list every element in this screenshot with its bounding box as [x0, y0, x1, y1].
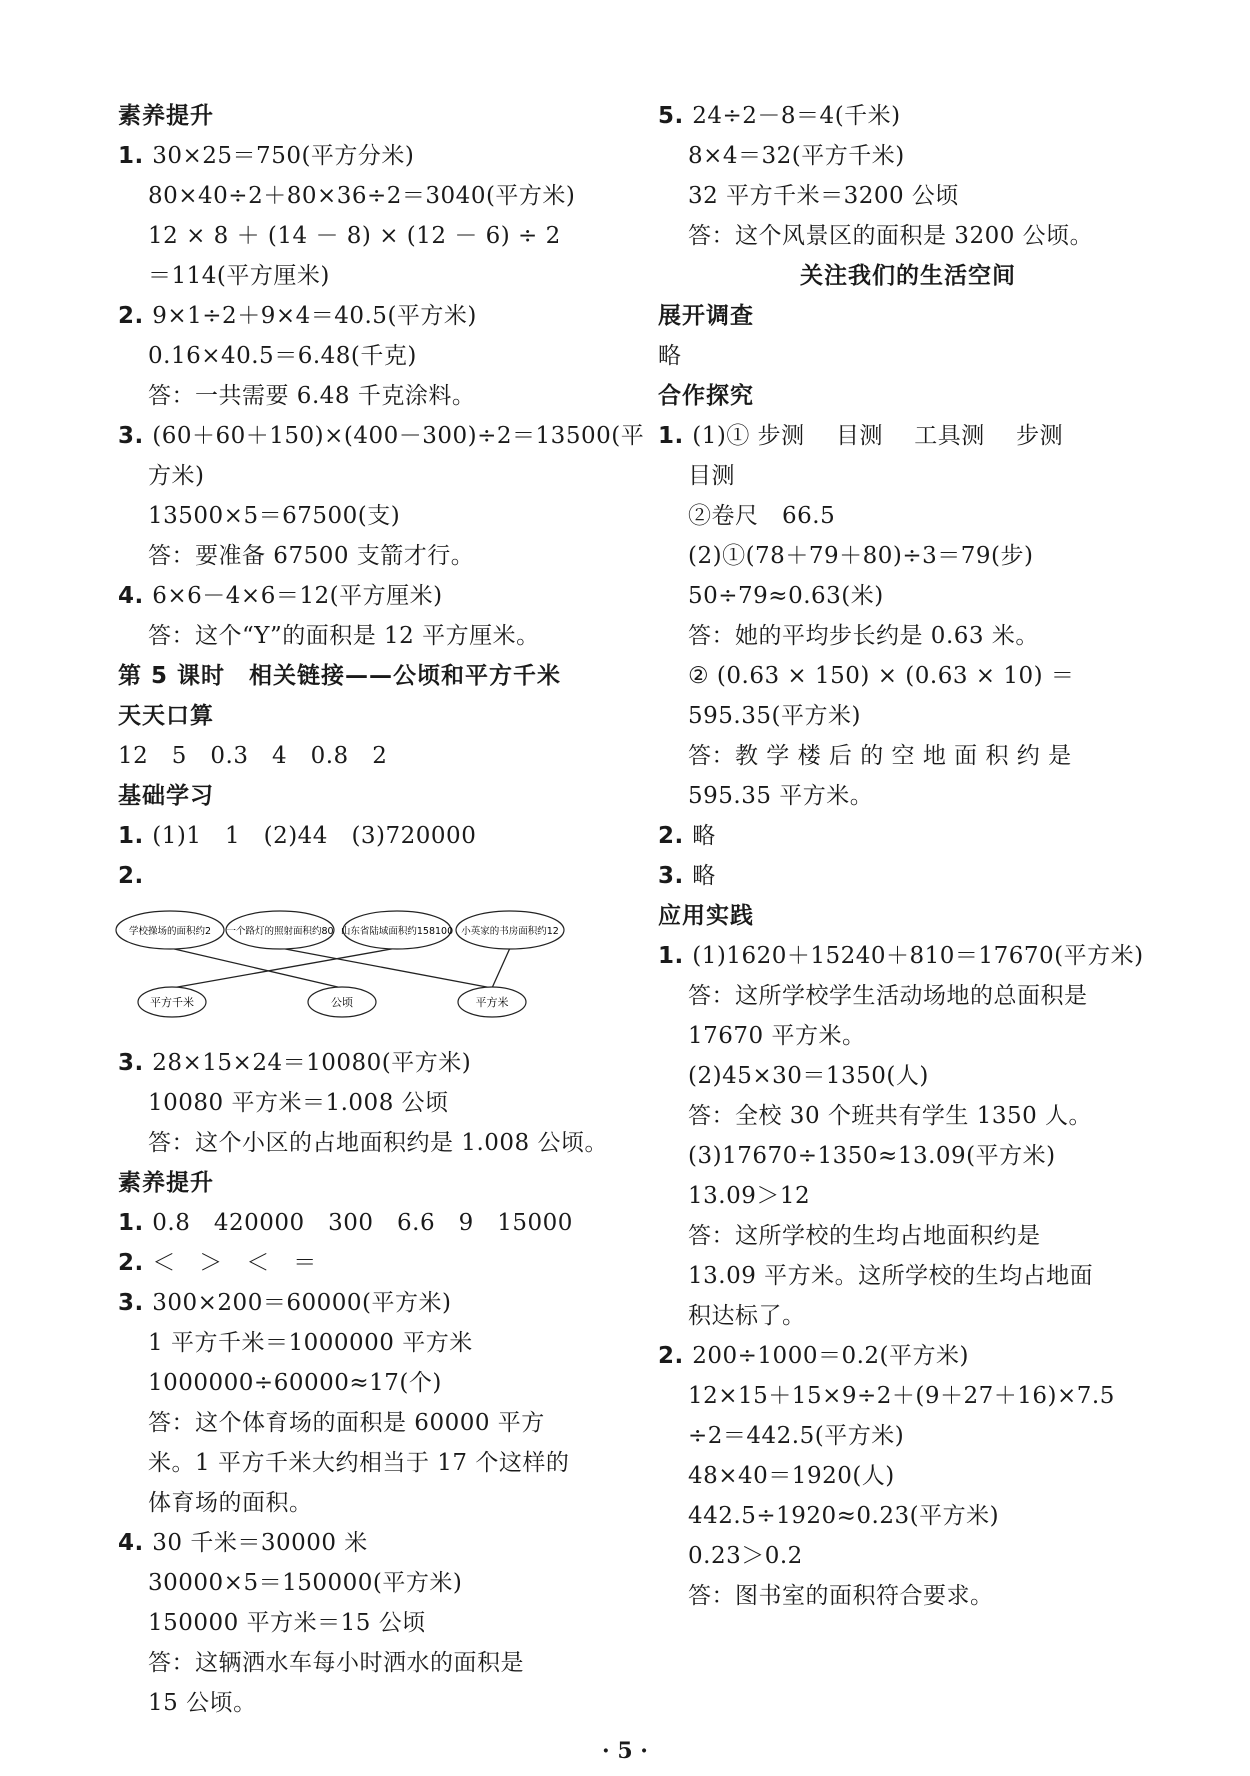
answer-line: [658, 136, 1158, 176]
cloud-label: 一个路灯的照射面积约80: [226, 926, 334, 937]
unit-label: 平方米: [475, 996, 509, 1009]
line-text: 150000 平方米＝15 公顷: [148, 1610, 426, 1636]
cloud-label: 学校操场的面积约2: [128, 926, 212, 937]
right-lines: [658, 96, 1158, 1616]
line-text: 30×25＝750(平方分米): [152, 143, 415, 169]
section-heading: [118, 656, 618, 696]
answer-line: [118, 1683, 618, 1723]
line-text: (2)45×30＝1350(人): [688, 1063, 929, 1089]
line-text: 关注我们的生活空间: [800, 263, 1016, 289]
left-column: [118, 96, 645, 1723]
cloud-label: 山东省陆域面积约158100: [340, 926, 454, 937]
answer-line: [118, 1603, 618, 1643]
answer-line: [658, 96, 1158, 136]
answer-line: [658, 1456, 1158, 1496]
answer-line: [118, 1043, 618, 1083]
item-number: 2.: [118, 303, 153, 329]
item-number: 1.: [118, 1210, 153, 1236]
section-heading: [118, 696, 618, 736]
item-number: 2.: [658, 1343, 693, 1369]
answer-line: [658, 216, 1158, 256]
line-text: 24÷2－8＝4(千米): [692, 103, 901, 129]
line-text: 12 5 0.3 4 0.8 2: [118, 743, 388, 769]
line-text: 方米): [148, 463, 205, 489]
answer-line: [658, 936, 1158, 976]
line-text: 0.23＞0.2: [688, 1543, 803, 1569]
line-text: (3)17670÷1350≈13.09(平方米): [688, 1143, 1056, 1169]
line-text: 300×200＝60000(平方米): [152, 1290, 452, 1316]
answer-line: [118, 496, 618, 536]
line-text: ＜ ＞ ＜ ＝: [152, 1250, 317, 1276]
line-text: ＝114(平方厘米): [148, 263, 330, 289]
line-text: 素养提升: [118, 103, 214, 129]
answer-line: [658, 736, 1158, 776]
answer-line: [118, 1523, 618, 1563]
line-text: 28×15×24＝10080(平方米): [152, 1050, 472, 1076]
answer-line: [658, 456, 1158, 496]
matching-diagram-svg: [112, 900, 572, 1035]
page-number: · 5 ·: [602, 1738, 648, 1764]
line-text: 8×4＝32(平方千米): [688, 143, 905, 169]
answer-line: [118, 616, 618, 656]
line-text: 答：图书室的面积符合要求。: [688, 1583, 994, 1609]
line-text: ②卷尺 66.5: [688, 503, 836, 529]
answer-line: [658, 1296, 1158, 1336]
line-text: 答：一共需要 6.48 千克涂料。: [148, 383, 476, 409]
line-text: 13.09＞12: [688, 1183, 811, 1209]
answer-line: [658, 816, 1158, 856]
line-text: 略: [692, 863, 716, 889]
item-number: 3.: [118, 423, 153, 449]
line-text: 答：这所学校学生活动场地的总面积是: [688, 983, 1088, 1009]
answer-line: [118, 376, 618, 416]
line-text: 略: [692, 823, 716, 849]
match-line: [172, 948, 397, 988]
line-text: 200÷1000＝0.2(平方米): [692, 1343, 969, 1369]
answer-line: [658, 1336, 1158, 1376]
section-heading: [118, 776, 618, 816]
line-text: 答：这个“Y”的面积是 12 平方厘米。: [148, 623, 540, 649]
line-text: 合作探究: [658, 383, 754, 409]
answer-line: [118, 136, 618, 176]
line-text: 9×1÷2＋9×4＝40.5(平方米): [152, 303, 477, 329]
matching-diagram: [112, 900, 618, 1035]
answer-line: [658, 1216, 1158, 1256]
line-text: 32 平方千米＝3200 公顷: [688, 183, 959, 209]
line-text: 12 × 8 ＋ (14 － 8) × (12 － 6) ÷ 2: [148, 223, 561, 249]
left-lines-bottom: [118, 1043, 618, 1723]
answer-line: [658, 856, 1158, 896]
answer-line: [118, 336, 618, 376]
item-number: 3.: [658, 863, 693, 889]
answer-line: [118, 1403, 618, 1443]
answer-line: [118, 736, 618, 776]
item-number: 3.: [118, 1290, 153, 1316]
line-text: 13500×5＝67500(支): [148, 503, 401, 529]
line-text: 442.5÷1920≈0.23(平方米): [688, 1503, 1000, 1529]
item-number: 2.: [658, 823, 693, 849]
line-text: 15 公顷。: [148, 1690, 257, 1716]
match-line: [492, 948, 510, 988]
answer-line: [118, 296, 618, 336]
left-lines-top: [118, 96, 645, 896]
answer-line: [118, 1483, 618, 1523]
answer-line: [118, 1083, 618, 1123]
match-line: [280, 948, 492, 988]
line-text: 答：这个风景区的面积是 3200 公顷。: [688, 223, 1094, 249]
line-text: 应用实践: [658, 903, 754, 929]
answer-line: [658, 1056, 1158, 1096]
answer-line: [118, 856, 618, 896]
answer-line: [658, 1376, 1158, 1416]
answer-line: [658, 1536, 1158, 1576]
answer-line: [658, 696, 1158, 736]
answer-line: [118, 816, 618, 856]
line-text: 天天口算: [118, 703, 214, 729]
answer-line: [658, 576, 1158, 616]
line-text: 595.35(平方米): [688, 703, 861, 729]
match-line: [170, 948, 342, 988]
line-text: (1)① 步测 目测 工具测 步测: [692, 423, 1064, 449]
item-number: 1.: [658, 423, 693, 449]
item-number: 4.: [118, 1530, 153, 1556]
item-number: 1.: [658, 943, 693, 969]
line-text: 6×6－4×6＝12(平方厘米): [152, 583, 443, 609]
line-text: 体育场的面积。: [148, 1490, 313, 1516]
answer-line: [118, 1323, 618, 1363]
line-text: 答：这个小区的占地面积约是 1.008 公顷。: [148, 1130, 608, 1156]
answer-line: [118, 1363, 618, 1403]
line-text: 80×40÷2＋80×36÷2＝3040(平方米): [148, 183, 576, 209]
line-text: 50÷79≈0.63(米): [688, 583, 884, 609]
line-text: 12×15＋15×9÷2＋(9＋27＋16)×7.5: [688, 1383, 1115, 1409]
item-number: 3.: [118, 1050, 153, 1076]
answer-line: [658, 416, 1158, 456]
answer-line: [658, 336, 1158, 376]
line-text: 答：这个体育场的面积是 60000 平方: [148, 1410, 545, 1436]
line-text: 30 千米＝30000 米: [152, 1530, 368, 1556]
right-column: [658, 96, 1158, 1616]
answer-line: [118, 416, 645, 456]
answer-line: [118, 536, 618, 576]
line-text: ÷2＝442.5(平方米): [688, 1423, 905, 1449]
line-text: 1 平方千米＝1000000 平方米: [148, 1330, 473, 1356]
item-number: 1.: [118, 823, 153, 849]
answer-line: [658, 1256, 1158, 1296]
line-text: 积达标了。: [688, 1303, 806, 1329]
line-text: 展开调查: [658, 303, 754, 329]
answer-line: [658, 1496, 1158, 1536]
item-number: 1.: [118, 143, 153, 169]
line-text: 17670 平方米。: [688, 1023, 866, 1049]
answer-line: [118, 256, 618, 296]
line-text: 目测: [688, 463, 735, 489]
answer-line: [118, 576, 618, 616]
answer-line: [658, 176, 1158, 216]
answer-line: [118, 1283, 618, 1323]
answer-line: [658, 976, 1158, 1016]
line-text: 答：这辆洒水车每小时洒水的面积是: [148, 1650, 524, 1676]
line-text: 48×40＝1920(人): [688, 1463, 895, 1489]
line-text: 素养提升: [118, 1170, 214, 1196]
answer-line: [658, 1176, 1158, 1216]
answer-line: [658, 1136, 1158, 1176]
line-text: 595.35 平方米。: [688, 783, 874, 809]
answer-line: [658, 536, 1158, 576]
line-text: 答：这所学校的生均占地面积约是: [688, 1223, 1041, 1249]
answer-line: [658, 776, 1158, 816]
line-text: 10080 平方米＝1.008 公顷: [148, 1090, 449, 1116]
section-heading: [658, 256, 1158, 296]
line-text: 基础学习: [118, 783, 214, 809]
answer-line: [118, 176, 618, 216]
item-number: 5.: [658, 103, 693, 129]
line-text: ② (0.63 × 150) × (0.63 × 10) ＝: [688, 663, 1075, 689]
answer-line: [118, 456, 618, 496]
line-text: 答：她的平均步长约是 0.63 米。: [688, 623, 1039, 649]
answer-line: [658, 496, 1158, 536]
item-number: 4.: [118, 583, 153, 609]
answer-line: [118, 1643, 618, 1683]
line-text: (1)1 1 (2)44 (3)720000: [152, 823, 477, 849]
section-heading: [658, 376, 1158, 416]
answer-line: [118, 1203, 618, 1243]
line-text: (2)①(78＋79＋80)÷3＝79(步): [688, 543, 1034, 569]
item-number: 2.: [118, 863, 144, 889]
line-text: 答：要准备 67500 支箭才行。: [148, 543, 475, 569]
line-text: 13.09 平方米。这所学校的生均占地面: [688, 1263, 1094, 1289]
answer-line: [118, 216, 618, 256]
answer-line: [118, 1563, 618, 1603]
line-text: (60＋60＋150)×(400－300)÷2＝13500(平: [152, 423, 645, 449]
line-text: 略: [658, 343, 682, 369]
cloud-label: 小英家的书房面积约12: [461, 926, 559, 937]
answer-line: [118, 1243, 618, 1283]
section-heading: [118, 96, 618, 136]
unit-label: 公顷: [331, 996, 353, 1009]
answer-line: [658, 1096, 1158, 1136]
section-heading: [118, 1163, 618, 1203]
section-heading: [658, 896, 1158, 936]
unit-label: 平方千米: [150, 996, 194, 1009]
answer-line: [658, 1576, 1158, 1616]
line-text: 答：教 学 楼 后 的 空 地 面 积 约 是: [688, 743, 1072, 769]
answer-line: [658, 656, 1158, 696]
answer-line: [658, 1416, 1158, 1456]
answer-line: [118, 1123, 618, 1163]
line-text: 答：全校 30 个班共有学生 1350 人。: [688, 1103, 1093, 1129]
line-text: 第 5 课时 相关链接——公顷和平方千米: [118, 663, 562, 689]
answer-line: [658, 616, 1158, 656]
answer-line: [118, 1443, 618, 1483]
line-text: 1000000÷60000≈17(个): [148, 1370, 442, 1396]
line-text: (1)1620＋15240＋810＝17670(平方米): [692, 943, 1144, 969]
line-text: 0.8 420000 300 6.6 9 15000: [152, 1210, 573, 1236]
section-heading: [658, 296, 1158, 336]
item-number: 2.: [118, 1250, 153, 1276]
answer-line: [658, 1016, 1158, 1056]
line-text: 米。1 平方千米大约相当于 17 个这样的: [148, 1450, 570, 1476]
line-text: 30000×5＝150000(平方米): [148, 1570, 463, 1596]
line-text: 0.16×40.5＝6.48(千克): [148, 343, 417, 369]
